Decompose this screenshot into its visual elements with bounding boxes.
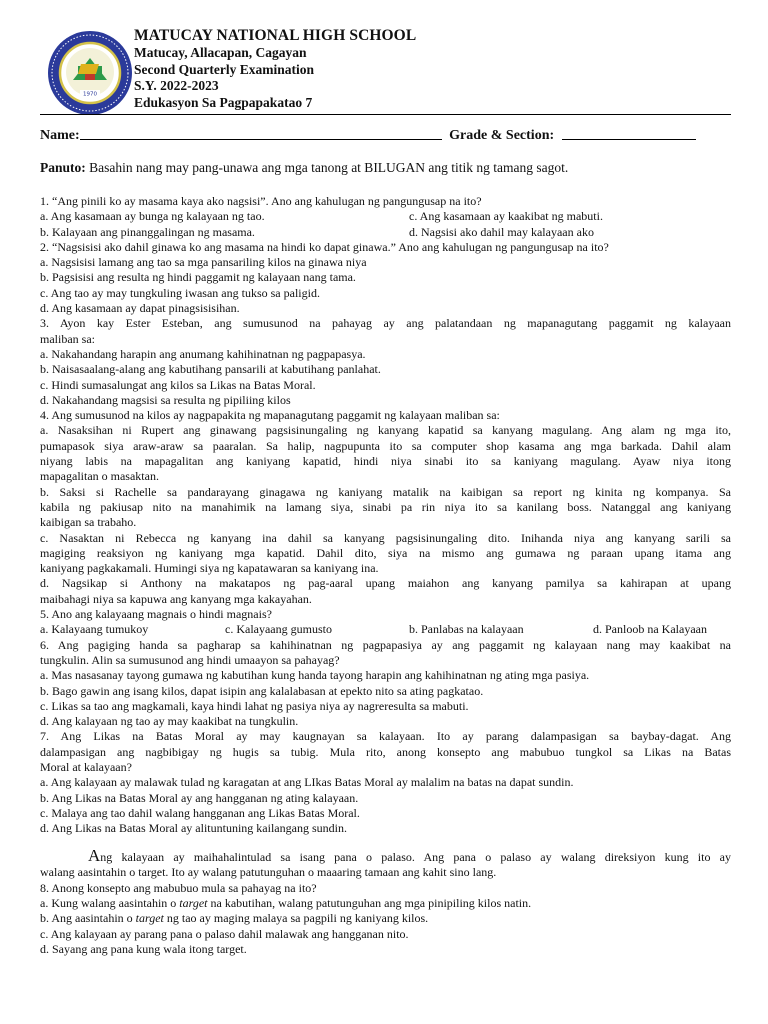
school-year: S.Y. 2022-2023 [134, 78, 219, 93]
q7-choice-c[interactable]: c. Malaya ang tao dahil walang hangganan ang Likas Batas Moral. [40, 805, 360, 820]
q4-choice-c[interactable] [40, 531, 731, 577]
q4-choice-d[interactable] [40, 576, 731, 607]
q3-choice-b[interactable]: b. Naisasaalang-alang ang kabutihang pansarili at kabutihang panlahat. [40, 362, 381, 377]
q4-choice-b-line: kaibigan sa trabaho. [40, 515, 137, 530]
q4-choice-a-line: a. Nasaksihan ni Rupert ang ginawang pagsisinungaling ng kanyang kapatid sa kanyang magulang. Ang alam ng mga ito, [40, 423, 731, 438]
q3-choice-d[interactable]: d. Nakahandang magsisi sa resulta ng pipiliing kilos [40, 392, 291, 407]
q1-choices-row1 [40, 209, 731, 224]
q4-choice-c-line: kaniyang pagkakamali. Humingi siya ng kapatawaran sa kaniyang ina. [40, 561, 379, 576]
q5-choices-row [40, 622, 731, 637]
grade-section-label: Grade & Section: [449, 128, 555, 143]
passage-line1-text: ng kalayaan ay maihahalintulad sa isang pana o palaso. Ang pana o palaso ay walang direksiyon kung ito ay [100, 850, 731, 865]
q4-choice-a-line: pumapasok siya araw-araw sa paaralan. Sa halip, nagpupunta ito sa computer shop kasama ang mga barkada. Dahil alam [40, 438, 731, 453]
q5-choice-d[interactable]: d. Panloob na Kalayaan [593, 622, 707, 637]
q1-choice-a[interactable]: a. Ang kasamaan ay bunga ng kalayaan ng tao. [40, 209, 265, 224]
passage [40, 848, 731, 880]
q6-stem [40, 638, 731, 669]
q8-stem: 8. Anong konsepto ang mabubuo mula sa pahayag na ito? [40, 880, 317, 895]
q1-choice-d[interactable]: d. Nagsisi ako dahil may kalayaan ako [409, 224, 594, 239]
q7-choice-a[interactable]: a. Ang kalayaan ay malawak tulad ng karagatan at ang LIkas Batas Moral ay malalim na batas na dapat sundin. [40, 775, 574, 790]
q4-choice-a-line: niyang labis na mapagalitan ang kaniyang kapatid, hindi niya sinabi ito sa kaniyang magulang. Ayaw niya itong [40, 454, 731, 469]
q7-stem [40, 729, 731, 775]
q3-stem-line2: maliban sa: [40, 331, 95, 346]
q7-choice-d[interactable]: d. Ang Likas na Batas Moral ay alituntuning kailangang sundin. [40, 821, 347, 836]
q7-stem-line2: dalampasigan ang nagbibigay ng hugis sa tubig. Mula rito, anong konsepto ang mabubuo tungkol sa Likas na Batas [40, 744, 731, 759]
school-address: Matucay, Allacapan, Cagayan [134, 45, 307, 60]
instructions-label: Panuto: [40, 160, 86, 175]
q5-choice-c[interactable]: c. Kalayaang gumusto [225, 622, 332, 637]
name-blank[interactable] [80, 126, 442, 140]
q5-choice-b[interactable]: b. Panlabas na kalayaan [409, 622, 524, 637]
q8-choice-b-pre: b. Ang aasintahin o [40, 911, 136, 926]
passage-line2: walang aasintahin o target. Ito ay walang patutunguhan o maaaring tamaan ang kahit sino lang. [40, 865, 497, 880]
q8-choice-a[interactable] [40, 896, 731, 911]
q4-choice-c-line: c. Nasaktan ni Rebecca ng kanyang ina dahil sa kanyang pagsisinungaling dito. Inihanda niya ang kanyang sarili sa [40, 530, 731, 545]
q8-choice-c[interactable]: c. Ang kalayaan ay parang pana o palaso dahil malawak ang hangganan nito. [40, 926, 409, 941]
q6-choice-b[interactable]: b. Bago gawin ang isang kilos, dapat isipin ang kalalabasan at epekto nito sa ating pagkatao. [40, 683, 484, 698]
q8-choice-a-pre: a. Kung walang aasintahin o [40, 896, 180, 911]
q1-choices-row2 [40, 225, 731, 240]
q8-choice-d[interactable]: d. Sayang ang pana kung wala itong target. [40, 941, 247, 956]
exam-title: Second Quarterly Examination [134, 61, 315, 77]
grade-section-blank[interactable] [562, 126, 696, 140]
q5-stem: 5. Ano ang kalayaang magnais o hindi magnais? [40, 607, 272, 622]
school-seal-logo [47, 30, 133, 116]
q6-stem-line1: 6. Ang pagiging handa sa pagharap sa kahihinatnan ng pagpapasiya ay ang paggamit ng kalayaan nang may kaakibat na [40, 637, 731, 652]
q1-stem: 1. “Ang pinili ko ay masama kaya ako nagsisi”. Ano ang kahulugan ng pangungusap na ito? [40, 194, 482, 208]
q4-choice-b-line: kabila ng pakiusap nito na manahimik na lamang siya, sinabi pa rin niya ito sa kanilang boss. Natanggal ang kaniyang [40, 499, 731, 514]
q6-choice-c[interactable]: c. Likas sa tao ang magkamali, kaya hindi lahat ng pasiya niya ay nagreresulta sa mabuti. [40, 698, 469, 713]
school-header [134, 27, 734, 111]
name-grade-row [40, 126, 740, 144]
q8-choice-a-italic: target [179, 896, 208, 911]
q3-stem-line1: 3. Ayon kay Ester Esteban, ang sumusunod na pahayag ay ang palatandaan ng mapanagutang paggamit ng kalayaan [40, 316, 731, 331]
q3-choice-c[interactable]: c. Hindi sumasalungat ang kilos sa Likas na Batas Moral. [40, 377, 316, 392]
q6-stem-line2: tungkulin. Alin sa sumusunod ang hindi umaayon sa pahayag? [40, 652, 340, 667]
instructions [40, 160, 740, 176]
q6-choice-d[interactable]: d. Ang kalayaan ng tao ay may kaakibat na tungkulin. [40, 714, 299, 729]
q7-choice-b[interactable]: b. Ang Likas na Batas Moral ay ang hangganan ng ating kalayaan. [40, 790, 359, 805]
school-name: MATUCAY NATIONAL HIGH SCHOOL [134, 27, 417, 44]
name-label: Name: [40, 128, 80, 143]
q7-stem-line1: 7. Ang Likas na Batas Moral ay may kaugnayan sa kalayaan. Ito ay parang dalampasigan sa baybay-dagat. Ang [40, 729, 731, 744]
q4-stem: 4. Ang sumusunod na kilos ay nagpapakita ng mapanagutang paggamit ng kalayaan maliban sa: [40, 408, 500, 423]
header-divider [40, 114, 731, 115]
q4-choice-b[interactable] [40, 485, 731, 531]
q1-choice-c[interactable]: c. Ang kasamaan ay kaakibat ng mabuti. [409, 209, 603, 224]
q2-choice-a[interactable]: a. Nagsisisi lamang ang tao sa mga pansariling kilos na ginawa niya [40, 255, 367, 270]
q7-stem-line3: Moral at kalayaan? [40, 759, 132, 774]
q4-choice-d-line: d. Nagsikap si Anthony na makatapos ng pag-aaral upang maiahon ang kanyang pamilya sa kahirapan at upang [40, 576, 731, 591]
instructions-text: Basahin nang may pang-unawa ang mga tanong at BILUGAN ang titik ng tamang sagot. [85, 160, 569, 175]
q6-choice-a[interactable]: a. Mas nasasanay tayong gumawa ng kabutihan kung handa tayong harapin ang kahihinatnan ng ating mga pasiya. [40, 668, 590, 683]
passage-dropcap: A [88, 848, 101, 866]
q2-choice-c[interactable]: c. Ang tao ay may tungkuling iwasan ang tukso sa paligid. [40, 285, 320, 300]
q4-choice-a-line: mapagalitan o masaktan. [40, 469, 159, 484]
q8-choice-a-post: na kabutihan, walang patutunguhan ang mga pinipiling kilos natin. [207, 896, 532, 911]
q2-choice-b[interactable]: b. Pagsisisi ang resulta ng hindi paggamit ng kalayaan nang tama. [40, 270, 356, 285]
subject-title: Edukasyon Sa Pagpapakatao 7 [134, 94, 313, 110]
svg-text:1970: 1970 [83, 91, 97, 98]
q2-choice-d[interactable]: d. Ang kasamaan ay dapat pinagsisisihan. [40, 301, 240, 316]
q8-choice-b-italic: target [135, 911, 164, 926]
q8-choice-b[interactable] [40, 911, 731, 926]
q8-choice-b-post: ng tao ay maging malaya sa pagpili ng kaniyang kilos. [163, 911, 429, 926]
q4-choice-a[interactable] [40, 423, 731, 484]
questions-body [40, 194, 731, 957]
q4-choice-d-line: maibahagi niya sa kapuwa ang kanyang mga kakayahan. [40, 591, 312, 606]
q2-stem: 2. “Nagsisisi ako dahil ginawa ko ang masama na hindi ko dapat ginawa.” Ano ang kahulugan ng pangungusap na ito? [40, 239, 609, 254]
passage-line1 [40, 848, 731, 865]
q5-choice-a[interactable]: a. Kalayaang tumukoy [40, 622, 149, 637]
q1-choice-b[interactable]: b. Kalayaan ang pinanggalingan ng masama. [40, 224, 255, 239]
q3-stem [40, 316, 731, 347]
q4-choice-b-line: b. Saksi si Rachelle sa pandarayang ginagawa ng kaniyang matalik na kaibigan sa report ng kinita ng kompanya. Sa [40, 484, 731, 499]
q4-choice-c-line: magiging reaksiyon ng kaniyang mga kapatid. Dahil dito, siya na mismo ang gumawa ng paraan upang itama ang [40, 545, 731, 560]
q3-choice-a[interactable]: a. Nakahandang harapin ang anumang kahihinatnan ng pagpapasya. [40, 346, 366, 361]
